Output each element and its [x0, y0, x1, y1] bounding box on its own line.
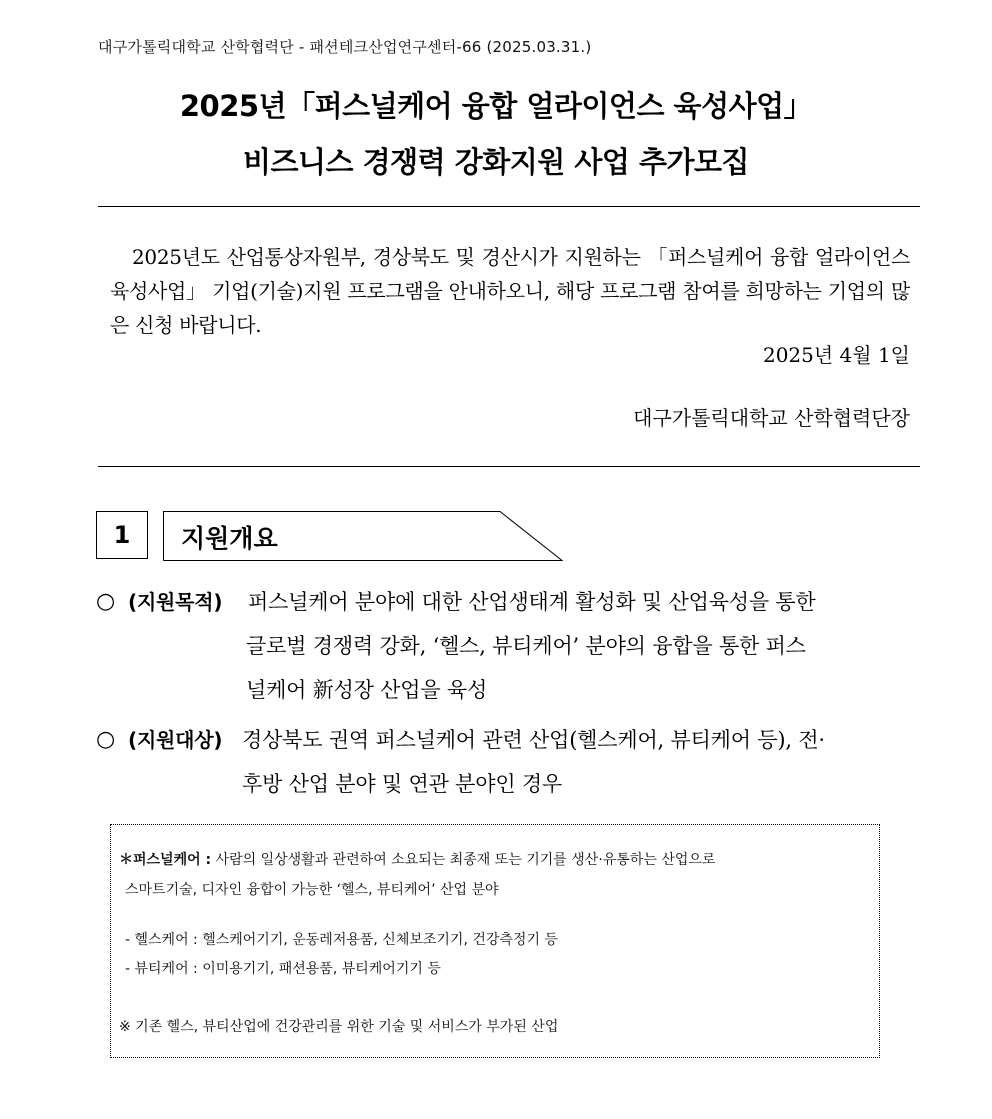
note-definition-line2: 스마트기술, 디자인 융합이 가능한 ‘헬스, 뷰티케어’ 산업 분야: [125, 882, 499, 898]
section-title: 지원개요: [181, 524, 278, 553]
support-purpose-line1: 퍼스널케어 분야에 대한 산업생태계 활성화 및 산업육성을 통한: [248, 590, 816, 614]
section-header: [163, 511, 563, 561]
note-remark: ※ 기존 헬스, 뷰티산업에 건강관리를 위한 기술 및 서비스가 부가된 산업: [119, 1019, 559, 1035]
support-target-line2: 후방 산업 분야 및 연관 분야인 경우: [242, 772, 563, 796]
announcement-date: 2025년 4월 1일: [762, 343, 910, 367]
support-target-label: (지원대상): [128, 728, 223, 752]
note-definition-text: 사람의 일상생활과 관련하여 소요되는 최종재 또는 기기를 생산·유통하는 산업으로: [215, 852, 716, 868]
bottom-divider: [98, 466, 920, 467]
note-term: ＊퍼스널케어 :: [119, 852, 212, 868]
page-title-line2: 비즈니스 경쟁력 강화지원 사업 추가모집: [242, 145, 750, 179]
personal-care-note-box: [110, 824, 880, 1058]
note-sub-beautycare: - 뷰티케어 : 이미용기기, 패션용품, 뷰티케어기기 등: [125, 961, 441, 977]
support-purpose-line3: 널케어 新성장 산업을 육성: [246, 678, 488, 702]
intro-paragraph: 2025년도 산업통상자원부, 경상북도 및 경산시가 지원하는 「퍼스널케어 융합 얼라이언스 육성사업」 기업(기술)지원 프로그램을 안내하오니, 해당 프로그램 참여를 희망하는 기업의 많은 신청 바랍니다.: [110, 245, 910, 337]
support-target-line1: 경상북도 권역 퍼스널케어 관련 산업(헬스케어, 뷰티케어 등), 전·: [242, 728, 825, 752]
circle-bullet-icon: ○: [96, 589, 115, 614]
top-divider: [98, 206, 920, 207]
section-number: 1: [96, 511, 148, 559]
support-purpose-label: (지원목적): [128, 590, 223, 614]
circle-bullet-icon: ○: [96, 727, 115, 752]
document-reference: 대구가톨릭대학교 산학협력단 - 패션테크산업연구센터-66 (2025.03.31.): [98, 38, 592, 56]
note-definition-line1: [119, 849, 715, 869]
signer: 대구가톨릭대학교 산학협력단장: [633, 406, 910, 430]
note-sub-healthcare: - 헬스케어 : 헬스케어기기, 운동레저용품, 신체보조기기, 건강측정기 등: [125, 932, 558, 948]
page-title-line1: 2025년「퍼스널케어 융합 얼라이언스 육성사업」: [179, 89, 813, 123]
support-purpose-line2: 글로벌 경쟁력 강화, ‘헬스, 뷰티케어’ 분야의 융합을 통한 퍼스: [246, 634, 806, 658]
